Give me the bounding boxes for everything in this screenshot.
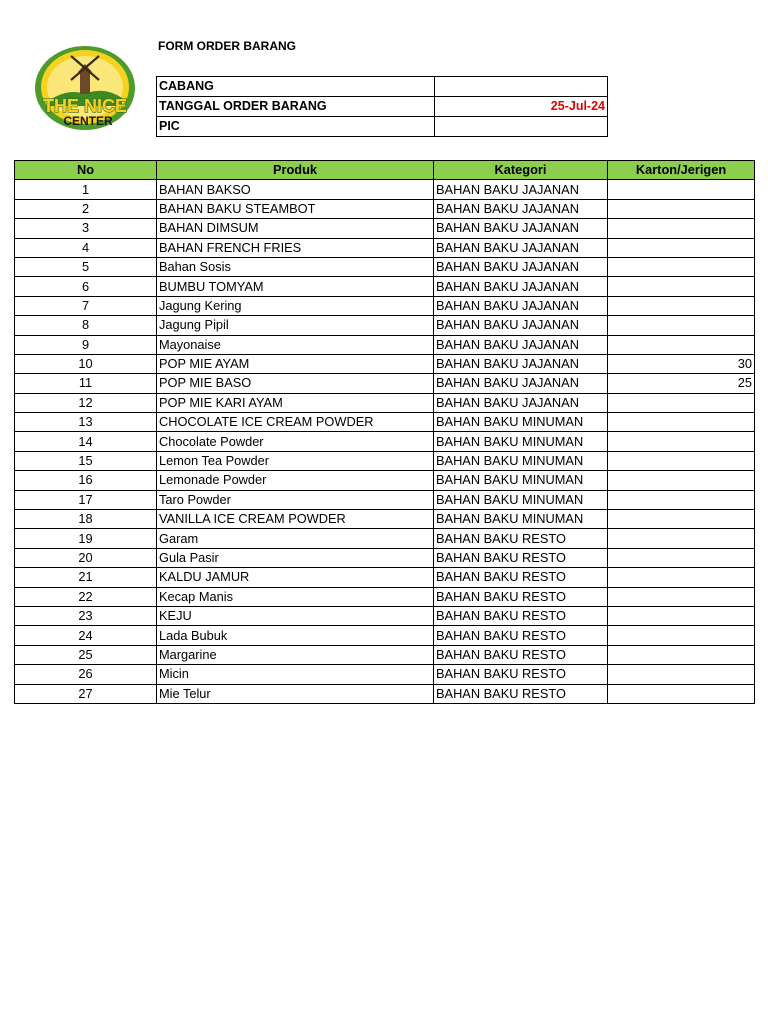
- row-produk: Lada Bubuk: [157, 626, 434, 645]
- info-row: [157, 117, 608, 137]
- row-produk: CHOCOLATE ICE CREAM POWDER: [157, 413, 434, 432]
- row-number: 11: [15, 374, 157, 393]
- row-karton-jerigen[interactable]: [608, 510, 755, 529]
- row-kategori: BAHAN BAKU JAJANAN: [434, 296, 608, 315]
- table-row: [15, 277, 755, 296]
- info-value-field[interactable]: [435, 117, 608, 137]
- header-no: No: [15, 161, 157, 180]
- table-row: [15, 257, 755, 276]
- logo-line1: THE NICE: [42, 96, 128, 116]
- row-kategori: BAHAN BAKU MINUMAN: [434, 432, 608, 451]
- row-kategori: BAHAN BAKU JAJANAN: [434, 316, 608, 335]
- row-kategori: BAHAN BAKU JAJANAN: [434, 199, 608, 218]
- row-karton-jerigen[interactable]: [608, 316, 755, 335]
- table-row: [15, 199, 755, 218]
- table-row: [15, 335, 755, 354]
- row-kategori: BAHAN BAKU RESTO: [434, 568, 608, 587]
- row-number: 2: [15, 199, 157, 218]
- row-karton-jerigen[interactable]: [608, 529, 755, 548]
- table-row: [15, 684, 755, 703]
- row-karton-jerigen[interactable]: [608, 257, 755, 276]
- row-produk: VANILLA ICE CREAM POWDER: [157, 510, 434, 529]
- row-kategori: BAHAN BAKU JAJANAN: [434, 180, 608, 199]
- row-kategori: BAHAN BAKU MINUMAN: [434, 413, 608, 432]
- row-karton-jerigen[interactable]: [608, 471, 755, 490]
- row-number: 10: [15, 354, 157, 373]
- row-kategori: BAHAN BAKU JAJANAN: [434, 335, 608, 354]
- row-karton-jerigen[interactable]: [608, 219, 755, 238]
- table-row: [15, 316, 755, 335]
- row-kategori: BAHAN BAKU JAJANAN: [434, 277, 608, 296]
- row-number: 6: [15, 277, 157, 296]
- row-kategori: BAHAN BAKU RESTO: [434, 548, 608, 567]
- row-karton-jerigen[interactable]: [608, 684, 755, 703]
- row-kategori: BAHAN BAKU RESTO: [434, 684, 608, 703]
- row-produk: POP MIE AYAM: [157, 354, 434, 373]
- row-produk: Taro Powder: [157, 490, 434, 509]
- row-number: 5: [15, 257, 157, 276]
- info-row: [157, 77, 608, 97]
- info-label: PIC: [157, 117, 435, 137]
- row-number: 26: [15, 665, 157, 684]
- row-kategori: BAHAN BAKU RESTO: [434, 529, 608, 548]
- row-number: 14: [15, 432, 157, 451]
- row-kategori: BAHAN BAKU JAJANAN: [434, 393, 608, 412]
- row-number: 15: [15, 451, 157, 470]
- row-karton-jerigen[interactable]: [608, 238, 755, 257]
- table-row: [15, 374, 755, 393]
- form-title: FORM ORDER BARANG: [158, 39, 296, 53]
- info-row: [157, 97, 608, 117]
- row-produk: POP MIE BASO: [157, 374, 434, 393]
- row-produk: Lemon Tea Powder: [157, 451, 434, 470]
- header-produk: Produk: [157, 161, 434, 180]
- row-karton-jerigen[interactable]: [608, 645, 755, 664]
- row-produk: Margarine: [157, 645, 434, 664]
- row-number: 1: [15, 180, 157, 199]
- order-info-table: [156, 76, 608, 137]
- row-produk: BAHAN FRENCH FRIES: [157, 238, 434, 257]
- row-produk: BUMBU TOMYAM: [157, 277, 434, 296]
- row-karton-jerigen[interactable]: [608, 587, 755, 606]
- table-row: [15, 432, 755, 451]
- row-number: 13: [15, 413, 157, 432]
- row-number: 21: [15, 568, 157, 587]
- row-produk: BAHAN DIMSUM: [157, 219, 434, 238]
- row-number: 4: [15, 238, 157, 257]
- table-row: [15, 529, 755, 548]
- table-row: [15, 354, 755, 373]
- table-row: [15, 180, 755, 199]
- row-kategori: BAHAN BAKU RESTO: [434, 626, 608, 645]
- row-produk: Lemonade Powder: [157, 471, 434, 490]
- row-produk: Kecap Manis: [157, 587, 434, 606]
- table-row: [15, 451, 755, 470]
- info-label: CABANG: [157, 77, 435, 97]
- row-produk: Bahan Sosis: [157, 257, 434, 276]
- row-karton-jerigen[interactable]: [608, 277, 755, 296]
- table-row: [15, 587, 755, 606]
- row-kategori: BAHAN BAKU MINUMAN: [434, 471, 608, 490]
- row-karton-jerigen[interactable]: [608, 335, 755, 354]
- table-row: [15, 510, 755, 529]
- table-row: [15, 626, 755, 645]
- row-kategori: BAHAN BAKU RESTO: [434, 606, 608, 625]
- row-kategori: BAHAN BAKU JAJANAN: [434, 354, 608, 373]
- order-items-table: [14, 160, 755, 704]
- row-number: 17: [15, 490, 157, 509]
- row-produk: POP MIE KARI AYAM: [157, 393, 434, 412]
- table-row: [15, 413, 755, 432]
- row-kategori: BAHAN BAKU MINUMAN: [434, 490, 608, 509]
- info-value-field[interactable]: [435, 77, 608, 97]
- row-kategori: BAHAN BAKU RESTO: [434, 665, 608, 684]
- row-produk: KALDU JAMUR: [157, 568, 434, 587]
- row-karton-jerigen[interactable]: [608, 568, 755, 587]
- row-karton-jerigen[interactable]: [608, 296, 755, 315]
- table-row: [15, 568, 755, 587]
- table-header-row: [15, 161, 755, 180]
- row-produk: Garam: [157, 529, 434, 548]
- row-karton-jerigen[interactable]: [608, 490, 755, 509]
- row-number: 12: [15, 393, 157, 412]
- row-kategori: BAHAN BAKU JAJANAN: [434, 238, 608, 257]
- row-karton-jerigen[interactable]: [608, 432, 755, 451]
- row-karton-jerigen[interactable]: [608, 548, 755, 567]
- row-number: 8: [15, 316, 157, 335]
- row-number: 9: [15, 335, 157, 354]
- row-produk: BAHAN BAKU STEAMBOT: [157, 199, 434, 218]
- row-number: 3: [15, 219, 157, 238]
- row-number: 18: [15, 510, 157, 529]
- table-row: [15, 296, 755, 315]
- row-produk: Gula Pasir: [157, 548, 434, 567]
- row-number: 7: [15, 296, 157, 315]
- row-karton-jerigen[interactable]: [608, 199, 755, 218]
- table-row: [15, 393, 755, 412]
- row-number: 19: [15, 529, 157, 548]
- table-row: [15, 238, 755, 257]
- info-label: TANGGAL ORDER BARANG: [157, 97, 435, 117]
- row-produk: KEJU: [157, 606, 434, 625]
- row-kategori: BAHAN BAKU JAJANAN: [434, 374, 608, 393]
- row-number: 25: [15, 645, 157, 664]
- row-kategori: BAHAN BAKU MINUMAN: [434, 451, 608, 470]
- row-karton-jerigen[interactable]: 30: [608, 354, 755, 373]
- row-karton-jerigen[interactable]: [608, 180, 755, 199]
- logo-line2: CENTER: [63, 114, 113, 128]
- row-karton-jerigen[interactable]: [608, 451, 755, 470]
- row-produk: Mie Telur: [157, 684, 434, 703]
- row-number: 23: [15, 606, 157, 625]
- row-number: 24: [15, 626, 157, 645]
- row-kategori: BAHAN BAKU RESTO: [434, 645, 608, 664]
- row-produk: BAHAN BAKSO: [157, 180, 434, 199]
- row-kategori: BAHAN BAKU JAJANAN: [434, 257, 608, 276]
- header-kategori: Kategori: [434, 161, 608, 180]
- row-number: 16: [15, 471, 157, 490]
- row-karton-jerigen[interactable]: [608, 393, 755, 412]
- row-karton-jerigen[interactable]: [608, 626, 755, 645]
- row-produk: Jagung Kering: [157, 296, 434, 315]
- table-row: [15, 665, 755, 684]
- table-row: [15, 219, 755, 238]
- table-row: [15, 471, 755, 490]
- row-produk: Chocolate Powder: [157, 432, 434, 451]
- row-produk: Mayonaise: [157, 335, 434, 354]
- row-kategori: BAHAN BAKU JAJANAN: [434, 219, 608, 238]
- header-karton-jerigen: Karton/Jerigen: [608, 161, 755, 180]
- row-kategori: BAHAN BAKU RESTO: [434, 587, 608, 606]
- row-karton-jerigen[interactable]: [608, 606, 755, 625]
- table-row: [15, 606, 755, 625]
- row-karton-jerigen[interactable]: [608, 413, 755, 432]
- row-karton-jerigen[interactable]: 25: [608, 374, 755, 393]
- row-produk: Micin: [157, 665, 434, 684]
- info-value-field[interactable]: 25-Jul-24: [435, 97, 608, 117]
- row-karton-jerigen[interactable]: [608, 665, 755, 684]
- row-number: 20: [15, 548, 157, 567]
- row-number: 22: [15, 587, 157, 606]
- row-number: 27: [15, 684, 157, 703]
- row-kategori: BAHAN BAKU MINUMAN: [434, 510, 608, 529]
- table-row: [15, 490, 755, 509]
- table-row: [15, 548, 755, 567]
- row-produk: Jagung Pipil: [157, 316, 434, 335]
- table-row: [15, 645, 755, 664]
- the-nice-center-logo: [28, 44, 142, 132]
